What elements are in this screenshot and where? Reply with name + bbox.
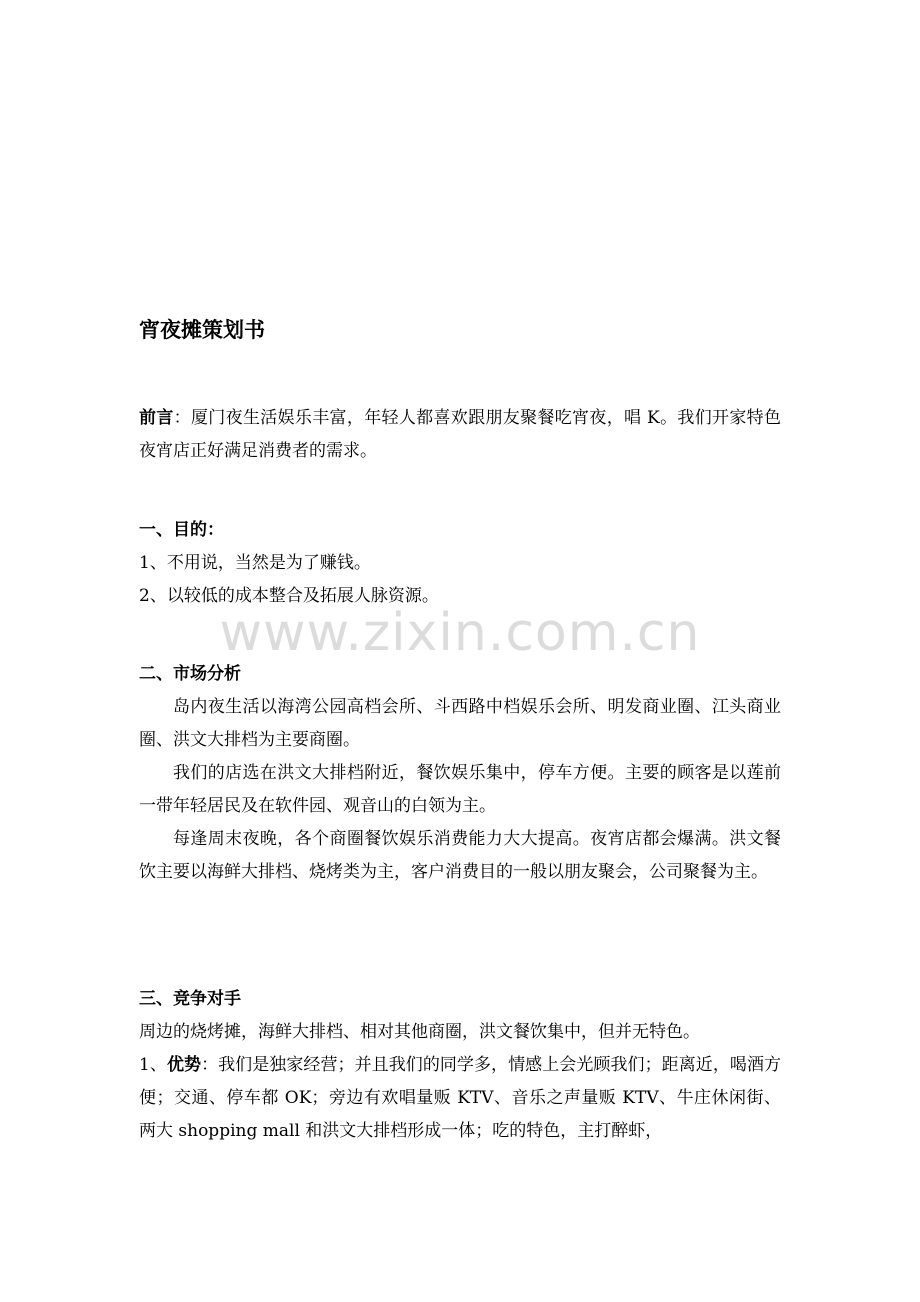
purpose-item-2: 2、以较低的成本整合及拓展人脉资源。 xyxy=(139,586,439,606)
watermark-text: www.zixin.com.cn xyxy=(219,603,701,663)
market-paragraph-1: 岛内夜生活以海湾公园高档会所、斗西路中档娱乐会所、明发商业圈、江头商业圈、洪文大排档为主要商圈。 xyxy=(139,697,781,750)
preface-label: 前言 xyxy=(139,408,174,428)
advantage-prefix: 1、 xyxy=(139,1055,167,1075)
market-paragraph-2: 我们的店选在洪文大排档附近，餐饮娱乐集中，停车方便。主要的顾客是以莲前一带年轻居民及在软件园、观音山的白领为主。 xyxy=(139,763,781,816)
section-market-analysis xyxy=(139,658,781,889)
section-purpose xyxy=(139,514,781,613)
advantage-text: ：我们是独家经营；并且我们的同学多，情感上会光顾我们；距离近，喝酒方便；交通、停车都 OK；旁边有欢唱量贩 KTV、音乐之声量贩 KTV、牛庄休闲街、两大 shopping mall 和洪文大排档形成一体；吃的特色，主打醉虾， xyxy=(139,1055,781,1141)
section-market-heading: 二、市场分析 xyxy=(139,664,241,684)
competitors-intro: 周边的烧烤摊，海鲜大排档、相对其他商圈，洪文餐饮集中，但并无特色。 xyxy=(139,1022,700,1042)
section-purpose-heading: 一、目的： xyxy=(139,520,224,540)
market-paragraph-3: 每逢周末夜晚，各个商圈餐饮娱乐消费能力大大提高。夜宵店都会爆满。洪文餐饮主要以海鲜大排档、烧烤类为主，客户消费目的一般以朋友聚会，公司聚餐为主。 xyxy=(139,829,781,882)
section-competitors-heading: 三、竞争对手 xyxy=(139,989,241,1009)
section-competitors xyxy=(139,983,781,1148)
preface-section xyxy=(139,402,781,468)
document-title: 宵夜摊策划书 xyxy=(139,317,265,342)
preface-text: ：厦门夜生活娱乐丰富，年轻人都喜欢跟朋友聚餐吃宵夜，唱 K。我们开家特色夜宵店正好满足消费者的需求。 xyxy=(139,408,782,461)
purpose-item-1: 1、不用说，当然是为了赚钱。 xyxy=(139,553,371,573)
preface-paragraph xyxy=(139,402,781,468)
advantage-paragraph xyxy=(139,1049,781,1148)
advantage-label: 优势 xyxy=(166,1055,202,1075)
